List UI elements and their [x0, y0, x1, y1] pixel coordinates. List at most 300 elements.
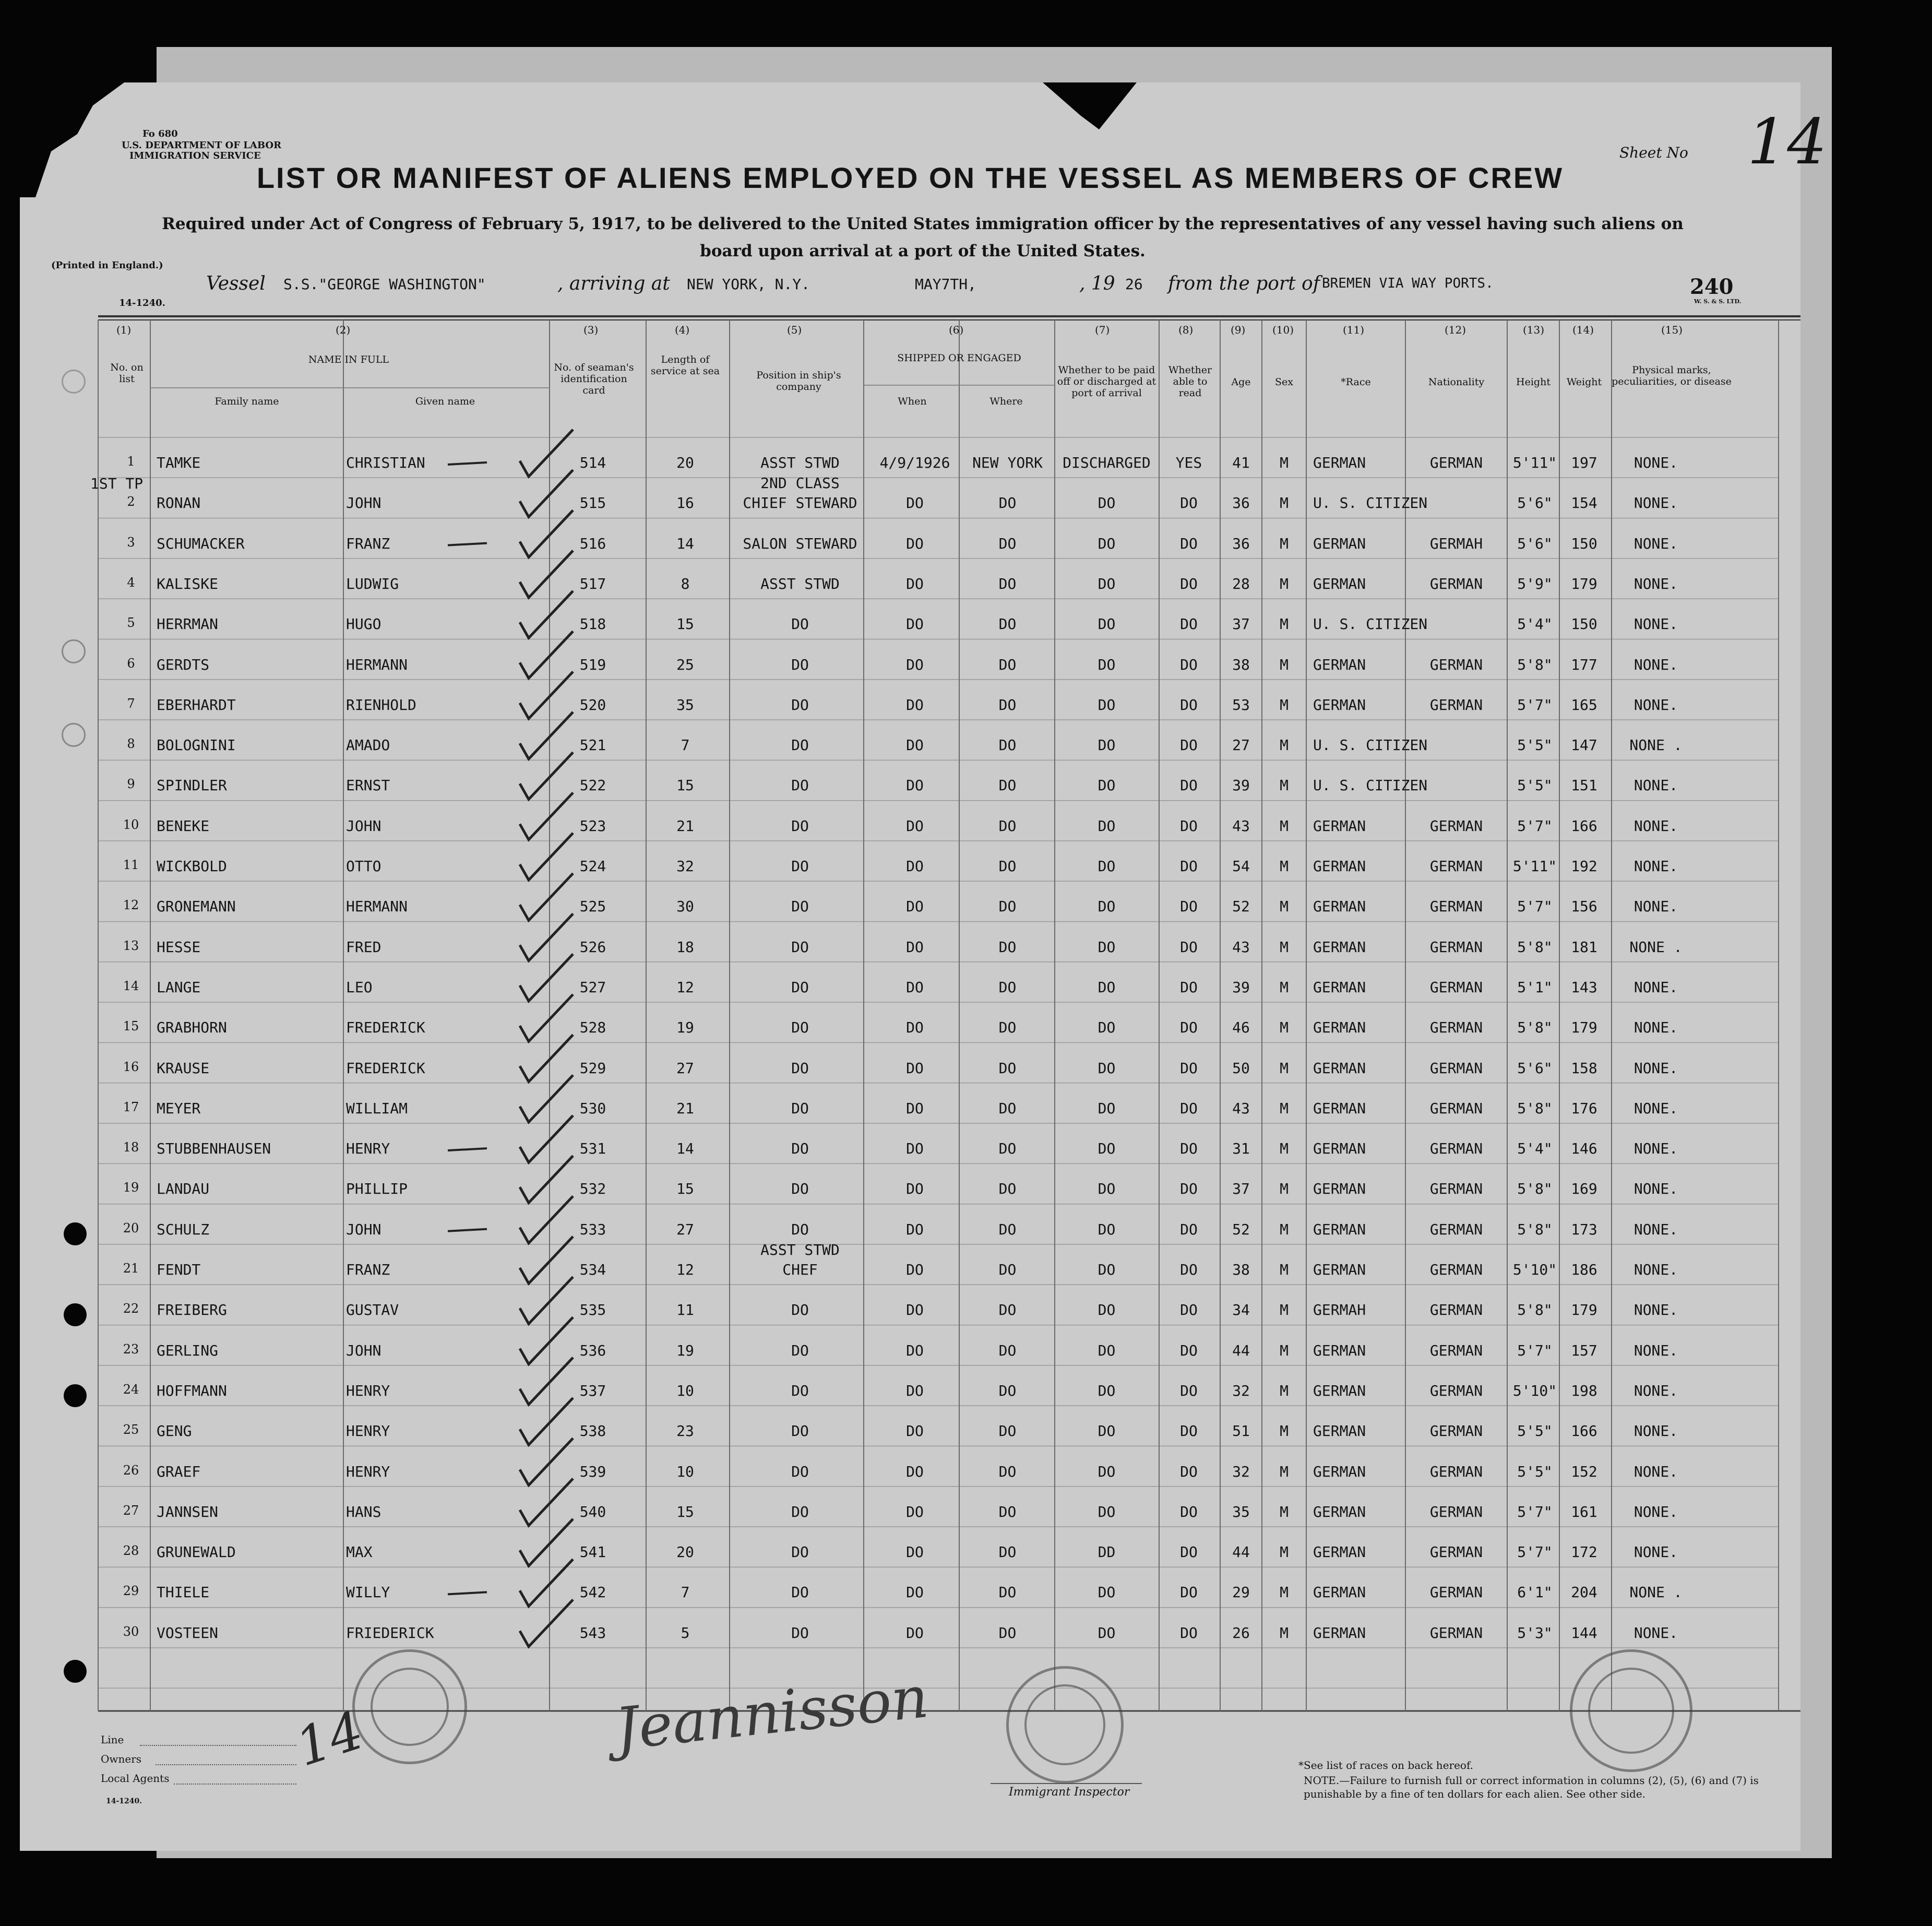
- header-able-read: Whether able to read: [1168, 364, 1212, 399]
- cell-given: FRIEDERICK: [346, 1624, 434, 1642]
- cell-paid: DO: [1098, 1059, 1116, 1077]
- column-number: (7): [1095, 324, 1110, 336]
- cell-family: SCHULZ: [157, 1220, 210, 1238]
- cell-where: DO: [998, 1503, 1017, 1520]
- consulate-stamp-center: [1006, 1666, 1124, 1784]
- cell-length: 18: [676, 938, 694, 956]
- cell-paid: DO: [1098, 736, 1116, 754]
- cell-paid: DO: [1098, 978, 1116, 996]
- cell-card: 525: [579, 898, 606, 916]
- cell-position: DO: [791, 656, 809, 673]
- cell-height: 5'10": [1512, 1382, 1557, 1399]
- cell-when: DO: [906, 1059, 924, 1077]
- cell-sex: M: [1280, 1261, 1289, 1278]
- cell-weight: 186: [1571, 1261, 1597, 1278]
- cell-age: 37: [1232, 1180, 1250, 1198]
- cell-nationality: GERMAN: [1429, 1099, 1483, 1117]
- cell-race: GERMAN: [1313, 1463, 1366, 1480]
- footer-line-rule: [140, 1745, 296, 1746]
- cell-when: DO: [906, 1463, 924, 1480]
- cell-position: DO: [791, 696, 809, 714]
- cell-age: 54: [1232, 858, 1250, 875]
- cell-read: YES: [1175, 454, 1202, 471]
- cell-sex: M: [1280, 978, 1289, 996]
- cell-read: DO: [1180, 1140, 1198, 1158]
- cell-paid: DO: [1098, 898, 1116, 916]
- cell-family: SCHUMACKER: [157, 534, 245, 552]
- cell-no: 16: [123, 1059, 139, 1074]
- cell-length: 25: [676, 656, 694, 673]
- cell-where: DO: [998, 777, 1017, 794]
- cell-nationality: GERMAN: [1429, 938, 1483, 956]
- cell-height: 5'8": [1517, 1301, 1553, 1319]
- cell-position: DO: [791, 1301, 809, 1319]
- table-row: [20, 1140, 1800, 1161]
- cell-read: DO: [1180, 1382, 1198, 1399]
- cell-card: 528: [579, 1019, 606, 1037]
- cell-race: GERMAN: [1313, 1584, 1366, 1601]
- cell-length: 5: [681, 1624, 690, 1642]
- cell-paid: DO: [1098, 1624, 1116, 1642]
- header-position: Position in ship's company: [756, 370, 841, 393]
- cell-paid: DO: [1098, 1341, 1116, 1359]
- cell-length: 19: [676, 1341, 694, 1359]
- cell-marks: NONE.: [1633, 1099, 1678, 1117]
- cell-sex: M: [1280, 898, 1289, 916]
- cell-paid: DO: [1098, 1099, 1116, 1117]
- cell-height: 5'8": [1517, 1099, 1553, 1117]
- cell-race: GERMAN: [1313, 1422, 1366, 1440]
- cell-length: 14: [676, 534, 694, 552]
- cell-position: DO: [791, 858, 809, 875]
- cell-nationality: GERMAN: [1429, 1301, 1483, 1319]
- cell-age: 41: [1232, 454, 1250, 471]
- cell-weight: 154: [1571, 494, 1597, 512]
- cell-paid: DO: [1098, 1261, 1116, 1278]
- cell-position-above: 2ND CLASS: [760, 474, 840, 492]
- cell-height: 5'11": [1512, 454, 1557, 471]
- cell-length: 10: [676, 1382, 694, 1399]
- cell-read: DO: [1180, 1019, 1198, 1037]
- cell-family: HERRMAN: [157, 615, 219, 633]
- cell-weight: 181: [1571, 938, 1597, 956]
- cell-when: DO: [906, 1382, 924, 1399]
- header-when: When: [898, 396, 927, 407]
- cell-read: DO: [1180, 1422, 1198, 1440]
- cell-height: 5'5": [1517, 1463, 1553, 1480]
- header-name-in-full: NAME IN FULL: [308, 354, 389, 365]
- cell-marks: NONE.: [1633, 777, 1678, 794]
- cell-read: DO: [1180, 1099, 1198, 1117]
- cell-family: THIELE: [157, 1584, 210, 1601]
- cell-card: 522: [579, 777, 606, 794]
- cell-position: ASST STWD: [760, 575, 840, 592]
- cell-where: DO: [998, 978, 1017, 996]
- cell-no: 18: [123, 1140, 139, 1155]
- cell-sex: M: [1280, 615, 1289, 633]
- cell-height: 5'7": [1517, 1543, 1553, 1561]
- cell-position-above: ASST STWD: [760, 1241, 840, 1258]
- cell-read: DO: [1180, 1463, 1198, 1480]
- inspector-rule: [991, 1783, 1142, 1784]
- cell-card: 530: [579, 1099, 606, 1117]
- cell-card: 531: [579, 1140, 606, 1158]
- cell-marks: NONE.: [1633, 858, 1678, 875]
- cell-where: DO: [998, 494, 1017, 512]
- cell-when: DO: [906, 898, 924, 916]
- cell-where: DO: [998, 858, 1017, 875]
- header-no-on-list: No. on list: [110, 362, 144, 385]
- cell-length: 35: [676, 696, 694, 714]
- cell-race: GERMAN: [1313, 656, 1366, 673]
- footer-agents-rule: [174, 1784, 296, 1785]
- cell-sex: M: [1280, 454, 1289, 471]
- cell-read: DO: [1180, 1261, 1198, 1278]
- cell-given: RIENHOLD: [346, 696, 416, 714]
- header-height: Height: [1516, 376, 1551, 388]
- cell-nationality: GERMAN: [1429, 1463, 1483, 1480]
- cell-length: 20: [676, 454, 694, 471]
- cell-age: 53: [1232, 696, 1250, 714]
- cell-race: GERMAN: [1313, 534, 1366, 552]
- cell-no: 17: [123, 1099, 139, 1114]
- table-row: [20, 817, 1800, 838]
- cell-nationality: GERMAN: [1429, 858, 1483, 875]
- cell-given: OTTO: [346, 858, 381, 875]
- cell-weight: 177: [1571, 656, 1597, 673]
- cell-family: BENEKE: [157, 817, 210, 835]
- cell-read: DO: [1180, 1624, 1198, 1642]
- header-nationality: Nationality: [1428, 376, 1485, 388]
- cell-given: ERNST: [346, 777, 390, 794]
- cell-marks: NONE.: [1633, 1261, 1678, 1278]
- cell-weight: 176: [1571, 1099, 1597, 1117]
- cell-age: 36: [1232, 534, 1250, 552]
- cell-given: HANS: [346, 1503, 381, 1520]
- cell-when: DO: [906, 1220, 924, 1238]
- cell-when: DO: [906, 1422, 924, 1440]
- cell-sex: M: [1280, 696, 1289, 714]
- cell-sex: M: [1280, 1180, 1289, 1198]
- cell-marks: NONE.: [1633, 534, 1678, 552]
- header-age: Age: [1231, 376, 1251, 388]
- column-number: (9): [1231, 324, 1246, 336]
- cell-race: GERMAN: [1313, 454, 1366, 471]
- table-row: [20, 979, 1800, 1000]
- cell-height: 5'5": [1517, 777, 1553, 794]
- cell-when: DO: [906, 1140, 924, 1158]
- cell-weight: 165: [1571, 696, 1597, 714]
- sheet-number: 14: [1747, 106, 1827, 179]
- cell-family: GRAEF: [157, 1463, 201, 1480]
- cell-paid: DO: [1098, 1140, 1116, 1158]
- footer-owners-rule: [156, 1764, 296, 1765]
- cell-no: 15: [123, 1019, 139, 1034]
- cell-read: DO: [1180, 1220, 1198, 1238]
- cell-given: JOHN: [346, 1341, 381, 1359]
- header-paid-off: Whether to be paid off or discharged at port of arrival: [1057, 364, 1156, 399]
- cell-paid: DO: [1098, 494, 1116, 512]
- cell-read: DO: [1180, 777, 1198, 794]
- cell-sex: M: [1280, 1341, 1289, 1359]
- cell-where: DO: [998, 1422, 1017, 1440]
- cell-where: NEW YORK: [972, 454, 1043, 471]
- cell-given: FRANZ: [346, 534, 390, 552]
- table-row: [20, 1342, 1800, 1363]
- cell-read: DO: [1180, 696, 1198, 714]
- column-number: (2): [336, 324, 351, 336]
- cell-no: 2: [127, 494, 135, 509]
- cell-height: 5'4": [1517, 615, 1553, 633]
- cell-age: 52: [1232, 1220, 1250, 1238]
- cell-race: GERMAN: [1313, 1019, 1366, 1037]
- cell-race: GERMAN: [1313, 1543, 1366, 1561]
- cell-length: 30: [676, 898, 694, 916]
- cell-marks: NONE.: [1633, 575, 1678, 592]
- table-row: [20, 1301, 1800, 1322]
- cell-read: DO: [1180, 817, 1198, 835]
- cell-height: 5'8": [1517, 1220, 1553, 1238]
- cell-nationality: GERMAN: [1429, 1382, 1483, 1399]
- cell-family: LANDAU: [157, 1180, 210, 1198]
- cell-weight: 166: [1571, 1422, 1597, 1440]
- cell-no: 19: [123, 1180, 139, 1195]
- cell-no: 24: [123, 1382, 139, 1397]
- cell-read: DO: [1180, 1503, 1198, 1520]
- cell-sex: M: [1280, 1099, 1289, 1117]
- cell-where: DO: [998, 1180, 1017, 1198]
- cell-where: DO: [998, 1261, 1017, 1278]
- cell-no: 8: [127, 736, 135, 752]
- cell-no: 7: [127, 696, 135, 711]
- cell-when: DO: [906, 1503, 924, 1520]
- cell-length: 23: [676, 1422, 694, 1440]
- binder-hole-faint: [62, 723, 86, 747]
- cell-card: 540: [579, 1503, 606, 1520]
- cell-card: 520: [579, 696, 606, 714]
- cell-card: 518: [579, 615, 606, 633]
- cell-nationality: GERMAN: [1429, 1624, 1483, 1642]
- cell-family: KALISKE: [157, 575, 219, 592]
- cell-weight: 198: [1571, 1382, 1597, 1399]
- cell-height: 5'8": [1517, 938, 1553, 956]
- cell-race: GERMAN: [1313, 938, 1366, 956]
- cell-where: DO: [998, 1624, 1017, 1642]
- cell-no: 23: [123, 1341, 139, 1357]
- footer-agents-label: Local Agents: [101, 1772, 170, 1785]
- cell-read: DO: [1180, 1301, 1198, 1319]
- cell-no: 21: [123, 1261, 139, 1276]
- header-length-service: Length of service at sea: [650, 354, 720, 377]
- cell-where: DO: [998, 898, 1017, 916]
- cell-sex: M: [1280, 858, 1289, 875]
- cell-no: 13: [123, 938, 139, 953]
- cell-marks: NONE.: [1633, 1019, 1678, 1037]
- table-row: [20, 1382, 1800, 1403]
- cell-length: 7: [681, 736, 690, 754]
- cell-paid: DO: [1098, 615, 1116, 633]
- cell-length: 21: [676, 1099, 694, 1117]
- cell-no: 12: [123, 898, 139, 913]
- cell-paid: DISCHARGED: [1063, 454, 1151, 471]
- column-number: (15): [1661, 324, 1683, 336]
- cell-length: 15: [676, 1503, 694, 1520]
- cell-sex: M: [1280, 736, 1289, 754]
- cell-race: U. S. CITIZEN: [1313, 615, 1428, 633]
- cell-marks: NONE .: [1629, 736, 1683, 754]
- cell-length: 20: [676, 1543, 694, 1561]
- column-number: (14): [1572, 324, 1594, 336]
- cell-marks: NONE.: [1633, 1624, 1678, 1642]
- cell-age: 36: [1232, 494, 1250, 512]
- cell-height: 5'5": [1517, 736, 1553, 754]
- header-weight: Weight: [1566, 376, 1602, 388]
- table-row: [20, 454, 1800, 475]
- table-row: [20, 898, 1800, 919]
- cell-age: 43: [1232, 1099, 1250, 1117]
- cell-no: 10: [123, 817, 139, 832]
- cell-family: SPINDLER: [157, 777, 227, 794]
- column-number: (11): [1343, 324, 1365, 336]
- cell-marks: NONE .: [1629, 1584, 1683, 1601]
- service-label: IMMIGRATION SERVICE: [129, 150, 261, 161]
- header-shipped: SHIPPED OR ENGAGED: [897, 352, 1021, 364]
- cell-position: CHEF: [782, 1261, 818, 1278]
- cell-age: 32: [1232, 1382, 1250, 1399]
- cell-read: DO: [1180, 1584, 1198, 1601]
- cell-length: 27: [676, 1220, 694, 1238]
- cell-weight: 151: [1571, 777, 1597, 794]
- cell-paid: DO: [1098, 575, 1116, 592]
- cell-read: DO: [1180, 1180, 1198, 1198]
- cell-position: DO: [791, 817, 809, 835]
- cell-weight: 166: [1571, 817, 1597, 835]
- cell-sex: M: [1280, 1503, 1289, 1520]
- cell-paid: DO: [1098, 656, 1116, 673]
- table-row: [20, 1100, 1800, 1121]
- cell-position: ASST STWD: [760, 454, 840, 471]
- cell-sex: M: [1280, 1220, 1289, 1238]
- cell-when: DO: [906, 534, 924, 552]
- cell-race: U. S. CITIZEN: [1313, 736, 1428, 754]
- cell-height: 5'11": [1512, 858, 1557, 875]
- cell-given: WILLY: [346, 1584, 390, 1601]
- cell-family: BOLOGNINI: [157, 736, 236, 754]
- cell-sex: M: [1280, 1463, 1289, 1480]
- cell-age: 29: [1232, 1584, 1250, 1601]
- cell-where: DO: [998, 1019, 1017, 1037]
- cell-where: DO: [998, 1140, 1017, 1158]
- cell-weight: 179: [1571, 1301, 1597, 1319]
- cell-marks: NONE .: [1629, 938, 1683, 956]
- cell-nationality: GERMAN: [1429, 978, 1483, 996]
- cell-card: 542: [579, 1584, 606, 1601]
- cell-given: HUGO: [346, 615, 381, 633]
- cell-marks: NONE.: [1633, 978, 1678, 996]
- footer-line-label: Line: [101, 1733, 124, 1746]
- cell-weight: 172: [1571, 1543, 1597, 1561]
- table-row: [20, 1422, 1800, 1443]
- cell-sex: M: [1280, 656, 1289, 673]
- cell-nationality: GERMAN: [1429, 1140, 1483, 1158]
- cell-read: DO: [1180, 858, 1198, 875]
- cell-card: 529: [579, 1059, 606, 1077]
- binder-hole-faint: [62, 639, 86, 663]
- table-row: [20, 1019, 1800, 1040]
- vessel-name: S.S."GEORGE WASHINGTON": [283, 276, 486, 293]
- binder-hole: [64, 1660, 87, 1683]
- table-row: [20, 1624, 1800, 1645]
- cell-nationality: GERMAN: [1429, 1220, 1483, 1238]
- cell-where: DO: [998, 1543, 1017, 1561]
- cell-length: 7: [681, 1584, 690, 1601]
- table-row: [20, 575, 1800, 596]
- cell-family: FENDT: [157, 1261, 201, 1278]
- cell-when: DO: [906, 858, 924, 875]
- cell-position: DO: [791, 1220, 809, 1238]
- cell-nationality: GERMAN: [1429, 1584, 1483, 1601]
- cell-given: HENRY: [346, 1382, 390, 1399]
- cell-family: TAMKE: [157, 454, 201, 471]
- cell-family: GERLING: [157, 1341, 219, 1359]
- cell-position: CHIEF STEWARD: [743, 494, 857, 512]
- cell-when: DO: [906, 777, 924, 794]
- cell-sex: M: [1280, 1019, 1289, 1037]
- cell-position: DO: [791, 1140, 809, 1158]
- cell-given: FRANZ: [346, 1261, 390, 1278]
- cell-marks: NONE.: [1633, 1301, 1678, 1319]
- cell-length: 27: [676, 1059, 694, 1077]
- cell-marks: NONE.: [1633, 696, 1678, 714]
- cell-age: 32: [1232, 1463, 1250, 1480]
- cell-age: 46: [1232, 1019, 1250, 1037]
- column-number: (13): [1523, 324, 1545, 336]
- cell-length: 12: [676, 1261, 694, 1278]
- cell-weight: 157: [1571, 1341, 1597, 1359]
- cell-where: DO: [998, 1059, 1017, 1077]
- cell-when: DO: [906, 817, 924, 835]
- cell-card: 521: [579, 736, 606, 754]
- cell-nationality: GERMAN: [1429, 1019, 1483, 1037]
- cell-weight: 146: [1571, 1140, 1597, 1158]
- cell-age: 43: [1232, 938, 1250, 956]
- cell-card: 515: [579, 494, 606, 512]
- cell-when: DO: [906, 736, 924, 754]
- cell-race: GERMAN: [1313, 1140, 1366, 1158]
- cell-weight: 173: [1571, 1220, 1597, 1238]
- cell-weight: 179: [1571, 575, 1597, 592]
- cell-position: SALON STEWARD: [743, 534, 857, 552]
- cell-paid: DD: [1098, 1543, 1116, 1561]
- cell-race: GERMAN: [1313, 1341, 1366, 1359]
- cell-given: HENRY: [346, 1140, 390, 1158]
- cell-sex: M: [1280, 777, 1289, 794]
- cell-marks: NONE.: [1633, 1059, 1678, 1077]
- table-row: [20, 1241, 1800, 1282]
- cell-card: 533: [579, 1220, 606, 1238]
- cell-marks: NONE.: [1633, 1543, 1678, 1561]
- cell-marks: NONE.: [1633, 494, 1678, 512]
- from-port: BREMEN VIA WAY PORTS.: [1322, 276, 1494, 291]
- cell-family: GENG: [157, 1422, 192, 1440]
- cell-family: LANGE: [157, 978, 201, 996]
- cell-card: 539: [579, 1463, 606, 1480]
- cell-card: 523: [579, 817, 606, 835]
- cell-weight: 204: [1571, 1584, 1597, 1601]
- margin-note: 1ST TP: [90, 475, 144, 492]
- cell-family: HOFFMANN: [157, 1382, 227, 1399]
- arriving-label: , arriving at: [557, 273, 670, 294]
